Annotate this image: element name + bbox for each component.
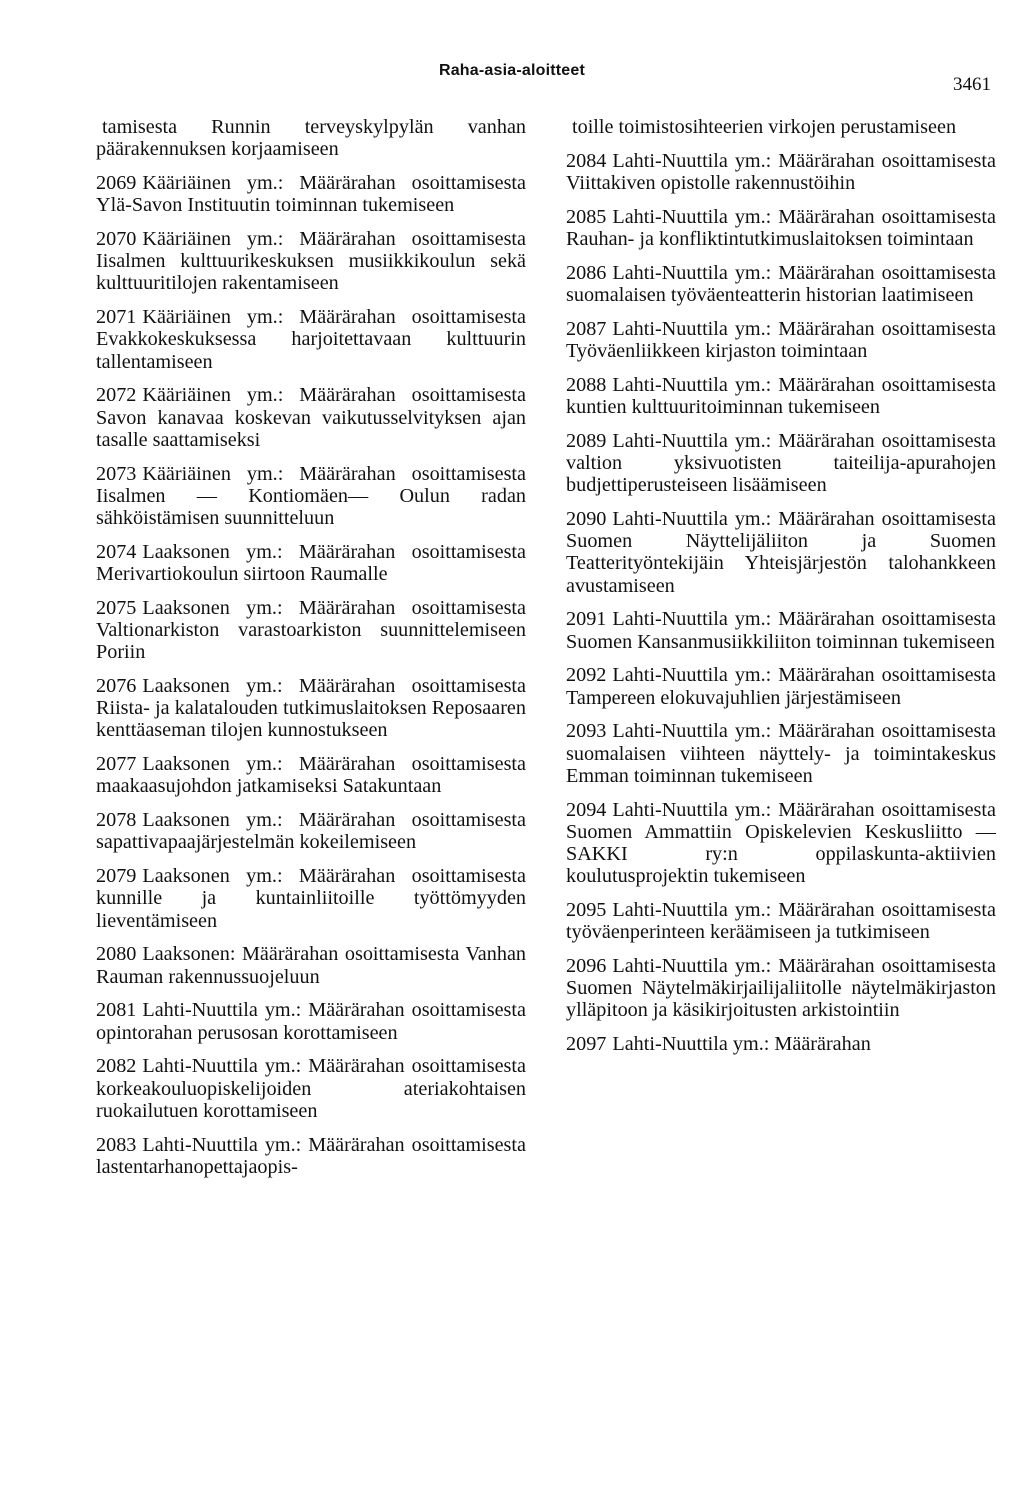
entry-number: 2086 — [566, 261, 607, 284]
entry-text: Laaksonen ym.: Määrärahan osoittamisesta Riista- ja kalatalouden tutkimuslaitoksen Reposaaren kenttäaseman tilojen kunnostukseen — [96, 675, 526, 742]
entry-number: 2096 — [566, 955, 607, 978]
entry-number: 2084 — [566, 149, 607, 172]
entry-text: Laaksonen ym.: Määrärahan osoittamisesta sapattivapaajärjestelmän kokeilemiseen — [96, 809, 526, 854]
entry-text: Lahti-Nuuttila ym.: Määrärahan osoittamisesta työväenperinteen keräämiseen ja tutkimiseen — [566, 899, 996, 944]
entry-number: 2077 — [96, 753, 137, 776]
list-item — [96, 753, 526, 797]
entry-number: 2092 — [566, 664, 607, 687]
right-column — [566, 116, 996, 1067]
entry-number: 2079 — [96, 865, 137, 888]
list-item — [566, 664, 996, 708]
entry-number: 2095 — [566, 899, 607, 922]
list-item — [566, 799, 996, 888]
running-header: Raha-asia-aloitteet — [438, 62, 586, 79]
entry-text: Lahti-Nuuttila ym.: Määrärahan osoittamisesta Suomen Ammattiin Opiskelevien Keskusliitto — SAKKI ry:n oppilaskunta-aktiivien koulutusprojektin tukemiseen — [566, 798, 996, 888]
entry-text: Lahti-Nuuttila ym.: Määrärahan osoittamisesta valtion yksivuotisten taiteilija-apurahojen budjettiperusteiseen lisäämiseen — [566, 429, 996, 497]
list-item — [566, 899, 996, 943]
entry-number: 2075 — [96, 596, 137, 619]
entry-text: Laaksonen: Määrärahan osoittamisesta Vanhan Rauman rakennussuojeluun — [96, 943, 526, 988]
entry-number: 2094 — [566, 798, 607, 821]
entry-text: Lahti-Nuuttila ym.: Määrärahan osoittamisesta Tampereen elokuvajuhlien järjestämiseen — [566, 664, 996, 709]
list-item — [566, 374, 996, 418]
entry-number: 2090 — [566, 508, 607, 530]
entry-text: Lahti-Nuuttila ym.: Määrärahan osoittamisesta Suomen Näyttelijäliiton ja Suomen Teatterityöntekijäin Yhteisjärjestön talohankkeen avustamiseen — [566, 508, 996, 597]
list-item — [96, 597, 526, 664]
entry-text: Laaksonen ym.: Määrärahan osoittamisesta Valtionarkiston varastoarkiston suunnittelemiseen Poriin — [96, 596, 526, 664]
entry-text: Kääriäinen ym.: Määrärahan osoittamisesta Savon kanavaa koskevan vaikutusselvityksen ajan tasalle saattamiseksi — [96, 384, 526, 451]
list-item — [96, 306, 526, 373]
entry-number: 2091 — [566, 608, 607, 631]
entry-number: 2097 — [566, 1033, 607, 1056]
list-item — [566, 1033, 996, 1055]
entry-text: Lahti-Nuuttila ym.: Määrärahan osoittamisesta Työväenliikkeen kirjaston toimintaan — [566, 317, 996, 362]
list-item — [96, 809, 526, 853]
entry-text: Lahti-Nuuttila ym.: Määrärahan osoittamisesta suomalaisen viihteen näyttely- ja toimintakeskus Emman toiminnan tukemiseen — [566, 720, 996, 787]
list-item — [566, 955, 996, 1022]
entry-number: 2085 — [566, 205, 607, 228]
entry-text: Lahti-Nuuttila ym.: Määrärahan osoittamisesta lastentarhanopettajaopis- — [96, 1133, 526, 1178]
entry-text: Lahti-Nuuttila ym.: Määrärahan osoittamisesta korkeakouluopiskelijoiden ateriakohtaisen ruokailutuen korottamiseen — [96, 1055, 526, 1122]
entry-number: 2078 — [96, 809, 137, 832]
entry-text: Lahti-Nuuttila ym.: Määrärahan osoittamisesta suomalaisen työväenteatterin historian laatimiseen — [566, 261, 996, 306]
entry-number: 2089 — [566, 429, 607, 452]
list-item — [566, 150, 996, 194]
list-item — [96, 675, 526, 742]
entry-text: Kääriäinen ym.: Määrärahan osoittamisesta Iisalmen — Kontiomäen— Oulun radan sähköistämisen suunnitteluun — [96, 462, 526, 530]
list-item — [96, 463, 526, 530]
entry-number: 2087 — [566, 317, 607, 340]
entry-number: 2093 — [566, 720, 607, 743]
list-item — [96, 865, 526, 932]
entry-text: Laaksonen ym.: Määrärahan osoittamisesta Merivartiokoulun siirtoon Raumalle — [96, 540, 526, 586]
entry-text: toille toimistosihteerien virkojen perustamiseen — [572, 116, 957, 138]
list-item — [96, 541, 526, 585]
left-column — [96, 116, 526, 1190]
entry-text: Laaksonen ym.: Määrärahan osoittamisesta kunnille ja kuntainliitoille työttömyyden lieventämiseen — [96, 865, 526, 932]
entry-number: 2070 — [96, 228, 137, 250]
entry-number: 2069 — [96, 172, 137, 194]
entry-number: 2071 — [96, 306, 137, 329]
list-item — [566, 720, 996, 787]
entry-text: Kääriäinen ym.: Määrärahan osoittamisesta Evakkokeskuksessa harjoitettavaan kulttuurin tallentamiseen — [96, 306, 526, 373]
entry-text: Laaksonen ym.: Määrärahan osoittamisesta maakaasujohdon jatkamiseksi Satakuntaan — [96, 753, 526, 798]
entry-text: Lahti-Nuuttila ym.: Määrärahan osoittamisesta Suomen Kansanmusiikkiliiton toiminnan tukemiseen — [566, 608, 996, 653]
entry-text: Lahti-Nuuttila ym.: Määrärahan osoittamisesta Suomen Näytelmäkirjailijaliitolle näytelmäkirjaston ylläpitoon ja käsikirjoitusten arkistointiin — [566, 955, 996, 1022]
list-item — [96, 943, 526, 987]
list-item — [566, 262, 996, 306]
entry-number: 2082 — [96, 1055, 137, 1078]
entry-number: 2083 — [96, 1133, 137, 1156]
list-item — [96, 384, 526, 451]
entry-text: Lahti-Nuuttila ym.: Määrärahan osoittamisesta Viittakiven opistolle rakennustöihin — [566, 149, 996, 194]
list-item — [96, 172, 526, 216]
list-item — [96, 999, 526, 1043]
page-number: 3461 — [953, 74, 991, 95]
entry-number: 2088 — [566, 373, 607, 396]
list-item — [96, 116, 526, 160]
entry-text: tamisesta Runnin terveyskylpylän vanhan päärakennuksen korjaamiseen — [96, 116, 526, 161]
list-item — [566, 508, 996, 597]
entry-number: 2080 — [96, 943, 137, 966]
list-item — [566, 206, 996, 250]
entry-number: 2073 — [96, 462, 137, 485]
list-item — [96, 1134, 526, 1178]
entry-text: Kääriäinen ym.: Määrärahan osoittamisesta Iisalmen kulttuurikeskuksen musiikkikoulun sekä kulttuuritilojen rakentamiseen — [96, 228, 526, 295]
entry-text: Lahti-Nuuttila ym.: Määrärahan — [612, 1033, 871, 1056]
list-item — [566, 116, 996, 138]
list-item — [566, 318, 996, 362]
entry-number: 2072 — [96, 384, 137, 407]
list-item — [96, 1055, 526, 1122]
entry-text: Lahti-Nuuttila ym.: Määrärahan osoittamisesta kuntien kulttuuritoiminnan tukemiseen — [566, 373, 996, 418]
entry-number: 2074 — [96, 540, 137, 563]
entry-number: 2081 — [96, 999, 137, 1022]
entry-text: Kääriäinen ym.: Määrärahan osoittamisesta Ylä-Savon Instituutin toiminnan tukemiseen — [96, 172, 526, 217]
entry-text: Lahti-Nuuttila ym.: Määrärahan osoittamisesta Rauhan- ja konfliktintutkimuslaitoksen toimintaan — [566, 205, 996, 250]
list-item — [96, 228, 526, 295]
list-item — [566, 430, 996, 497]
list-item — [566, 608, 996, 652]
entry-text: Lahti-Nuuttila ym.: Määrärahan osoittamisesta opintorahan perusosan korottamiseen — [96, 999, 526, 1044]
entry-number: 2076 — [96, 675, 137, 698]
